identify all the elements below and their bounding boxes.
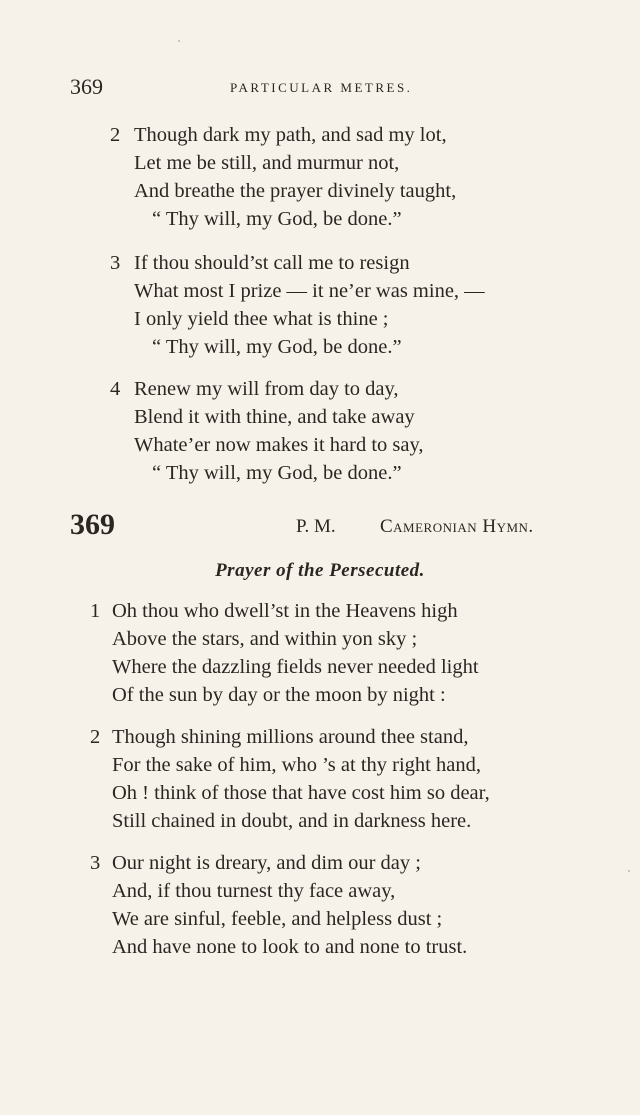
verse-line: Oh thou who dwell’st in the Heavens high <box>112 600 458 622</box>
hymn-heading <box>70 508 580 548</box>
page-header <box>70 74 570 104</box>
stanza-number: 2 <box>110 124 121 146</box>
stanza-number: 2 <box>90 726 101 748</box>
running-title: PARTICULAR METRES. <box>230 80 413 95</box>
hymn-meter: P. M. <box>296 516 336 537</box>
stanza-number: 3 <box>110 252 121 274</box>
verse-line: And have none to look to and none to trust. <box>112 936 468 958</box>
verse-line: Let me be still, and murmur not, <box>134 152 400 174</box>
verse-line: For the sake of him, who ’s at thy right hand, <box>112 754 481 776</box>
verse-line-refrain: “ Thy will, my God, be done.” <box>152 462 402 484</box>
stanza-number: 1 <box>90 600 101 622</box>
verse-line: Where the dazzling fields never needed light <box>112 656 479 678</box>
verse-line: I only yield thee what is thine ; <box>134 308 389 330</box>
verse-line: What most I prize — it ne’er was mine, — <box>134 280 485 302</box>
hymn-tune: Cameronian Hymn. <box>380 516 534 537</box>
verse-line-refrain: “ Thy will, my God, be done.” <box>152 336 402 358</box>
verse-line: Renew my will from day to day, <box>134 378 399 400</box>
verse-line: Blend it with thine, and take away <box>134 406 415 428</box>
verse-line: Our night is dreary, and dim our day ; <box>112 852 421 874</box>
hymn-subtitle: Prayer of the Persecuted. <box>215 560 425 581</box>
verse-line: And, if thou turnest thy face away, <box>112 880 396 902</box>
verse-line: Of the sun by day or the moon by night : <box>112 684 446 706</box>
verse-line: And breathe the prayer divinely taught, <box>134 180 457 202</box>
paper-speck <box>178 40 180 42</box>
verse-line: We are sinful, feeble, and helpless dust ; <box>112 908 443 930</box>
verse-line: Still chained in doubt, and in darkness here. <box>112 810 472 832</box>
hymn-number: 369 <box>70 508 115 541</box>
page-number: 369 <box>70 74 103 99</box>
paper-speck <box>628 870 630 872</box>
verse-line: Oh ! think of those that have cost him so dear, <box>112 782 490 804</box>
stanza-number: 3 <box>90 852 101 874</box>
verse-line: Whate’er now makes it hard to say, <box>134 434 424 456</box>
verse-line: Above the stars, and within yon sky ; <box>112 628 418 650</box>
verse-line: If thou should’st call me to resign <box>134 252 410 274</box>
verse-line-refrain: “ Thy will, my God, be done.” <box>152 208 402 230</box>
verse-line: Though shining millions around thee stand, <box>112 726 469 748</box>
verse-line: Though dark my path, and sad my lot, <box>134 124 447 146</box>
stanza-number: 4 <box>110 378 121 400</box>
